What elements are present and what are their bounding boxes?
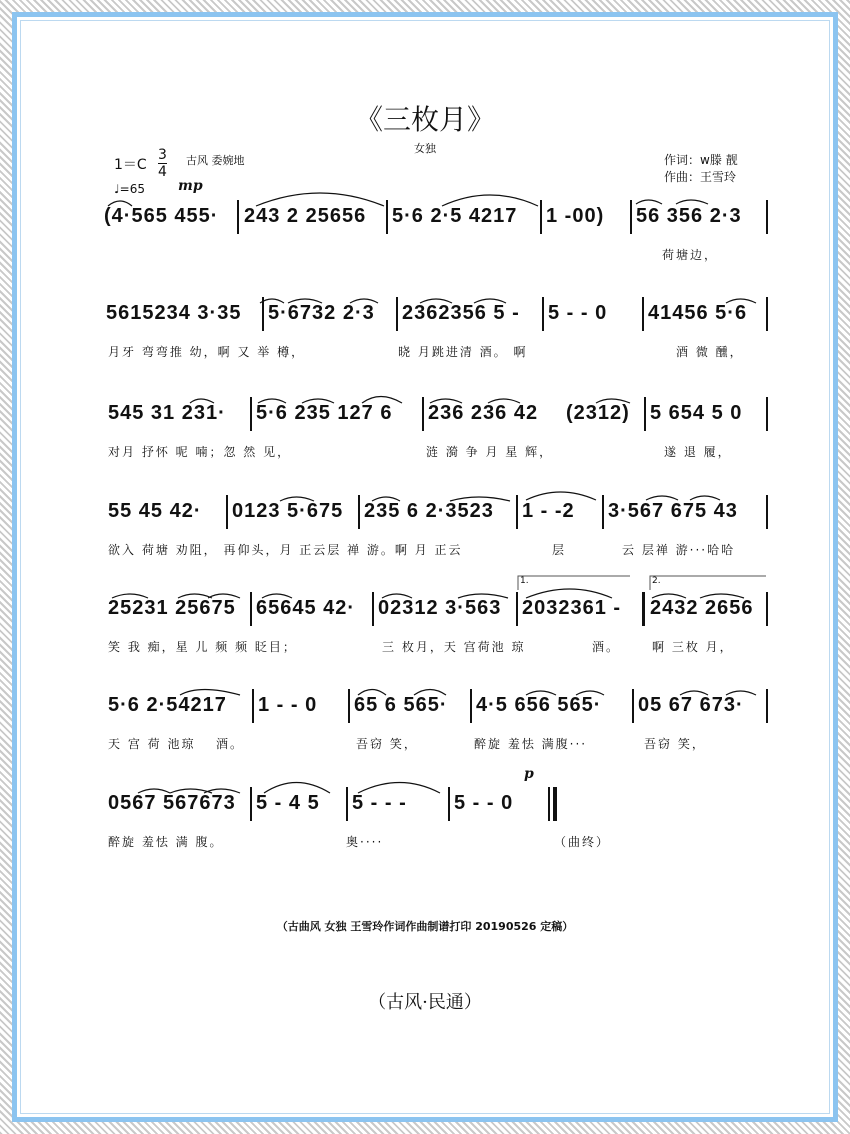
key-signature: 1＝C bbox=[114, 157, 147, 173]
measure-5-3: 02312 3·563 bbox=[378, 597, 502, 619]
song-title: 《三枚月》 bbox=[354, 103, 495, 136]
measure-5-4: 2032361 - bbox=[522, 597, 622, 619]
measure-7-1: 0567 567673 bbox=[108, 792, 236, 814]
song-subtitle: 女独 bbox=[414, 142, 436, 155]
measure-2-2: 5·6732 2·3 bbox=[268, 302, 375, 324]
footer-note: （古曲风 女独 王雪玲作词作曲制谱打印 20190526 定稿） bbox=[276, 920, 574, 933]
measure-2-5: 41456 5·6 bbox=[648, 302, 748, 324]
measure-4-3: 235 6 2·3523 bbox=[364, 500, 494, 522]
lyric-6-4: 醉旋 羞怯 满腹··· bbox=[474, 737, 588, 751]
measure-7-2: 5 - 4 5 bbox=[256, 792, 320, 814]
measure-5-2: 65645 42· bbox=[256, 597, 356, 619]
measure-5-1: 25231 25675 bbox=[108, 597, 236, 619]
measure-3-1: 545 31 231· bbox=[108, 402, 226, 424]
lyric-5-2: 三 枚月，天 宫荷池 琼 bbox=[382, 640, 526, 654]
measure-4-1: 55 45 42· bbox=[108, 500, 202, 522]
measure-7-3: 5 - - - bbox=[352, 792, 407, 814]
lyric-3-1: 对月 抒怀 呢 喃；忽 然 见， bbox=[108, 445, 292, 459]
measure-1-4: 1 -00) bbox=[546, 205, 605, 227]
lyric-2-1: 月牙 弯弯推 幼，啊 又 举 樽， bbox=[108, 345, 306, 359]
lyric-5-3: 酒。 bbox=[592, 640, 621, 654]
lyric-6-2: 酒。 bbox=[216, 737, 245, 751]
style-note: 古风 委婉地 bbox=[186, 154, 245, 167]
measure-3-5: 5 654 5 0 bbox=[650, 402, 743, 424]
measure-4-5: 3·567 675 43 bbox=[608, 500, 738, 522]
measure-1-5: 56 356 2·3 bbox=[636, 205, 742, 227]
measure-4-2: 0123 5·675 bbox=[232, 500, 344, 522]
lyric-2-2: 晓 月跳进清 酒。 啊 bbox=[398, 345, 528, 359]
measure-3-2: 5·6 235 127 6 bbox=[256, 402, 393, 424]
footer-category: （古风·民通） bbox=[368, 992, 482, 1013]
volta-2-label: 2. bbox=[652, 576, 661, 586]
volta-1-label: 1. bbox=[520, 576, 529, 586]
measure-1-3: 5·6 2·5 4217 bbox=[392, 205, 518, 227]
lyric-6-1: 天 宫 荷 池琼 bbox=[108, 737, 196, 751]
measure-1-2: 243 2 25656 bbox=[244, 205, 367, 227]
dynamic-p: p bbox=[524, 766, 534, 782]
measure-6-5: 05 67 673· bbox=[638, 694, 744, 716]
lyric-3-2: 涟 漪 争 月 星 辉， bbox=[426, 445, 554, 459]
measure-6-1: 5·6 2·54217 bbox=[108, 694, 227, 716]
measure-5-5: 2432 2656 bbox=[650, 597, 754, 619]
measure-3-3: 236 236 42 bbox=[428, 402, 539, 424]
meter-bottom: 4 bbox=[158, 164, 167, 180]
lyric-5-1: 笑 我 痴，星 儿 频 频 眨目； bbox=[108, 640, 297, 654]
measure-2-1: 5615234 3·35 bbox=[106, 302, 242, 324]
measure-4-4: 1 - -2 bbox=[522, 500, 575, 522]
measure-6-3: 65 6 565· bbox=[354, 694, 448, 716]
measure-2-3: 2362356 5 - bbox=[402, 302, 520, 324]
tempo-marking: ♩=65 bbox=[114, 182, 145, 196]
lyric-7-3: （曲终） bbox=[554, 835, 611, 849]
lyric-6-3: 吾窃 笑， bbox=[356, 737, 418, 751]
composer: 作曲：王雪玲 bbox=[664, 170, 737, 184]
measure-2-4: 5 - - 0 bbox=[548, 302, 608, 324]
lyric-2-3: 酒 微 醺， bbox=[676, 345, 744, 359]
lyricist: 作词：w滕 靓 bbox=[664, 153, 738, 167]
lyric-3-3: 遂 退 履， bbox=[664, 445, 732, 459]
measure-6-4: 4·5 656 565· bbox=[476, 694, 602, 716]
lyric-7-2: 奥···· bbox=[346, 835, 384, 849]
lyric-4-1: 欲入 荷塘 劝阻， 再仰头，月 正云层 禅 游。啊 月 正云 bbox=[108, 543, 463, 557]
lyric-7-1: 醉旋 羞怯 满 腹。 bbox=[108, 835, 224, 849]
measure-3-4: (2312) bbox=[566, 402, 630, 424]
lyric-4-3: 云 层禅 游···哈哈 bbox=[622, 543, 736, 557]
lyric-6-5: 吾窃 笑， bbox=[644, 737, 706, 751]
lyric-1-1: 荷塘边， bbox=[662, 248, 719, 262]
lyric-5-4: 啊 三枚 月， bbox=[652, 640, 734, 654]
measure-1-1: (4·565 455· bbox=[104, 205, 219, 227]
lyric-4-2: 层 bbox=[552, 543, 567, 557]
measure-7-4: 5 - - 0 bbox=[454, 792, 514, 814]
measure-6-2: 1 - - 0 bbox=[258, 694, 318, 716]
meter-top: 3 bbox=[158, 147, 167, 163]
dynamic-mp: mp bbox=[178, 178, 203, 194]
